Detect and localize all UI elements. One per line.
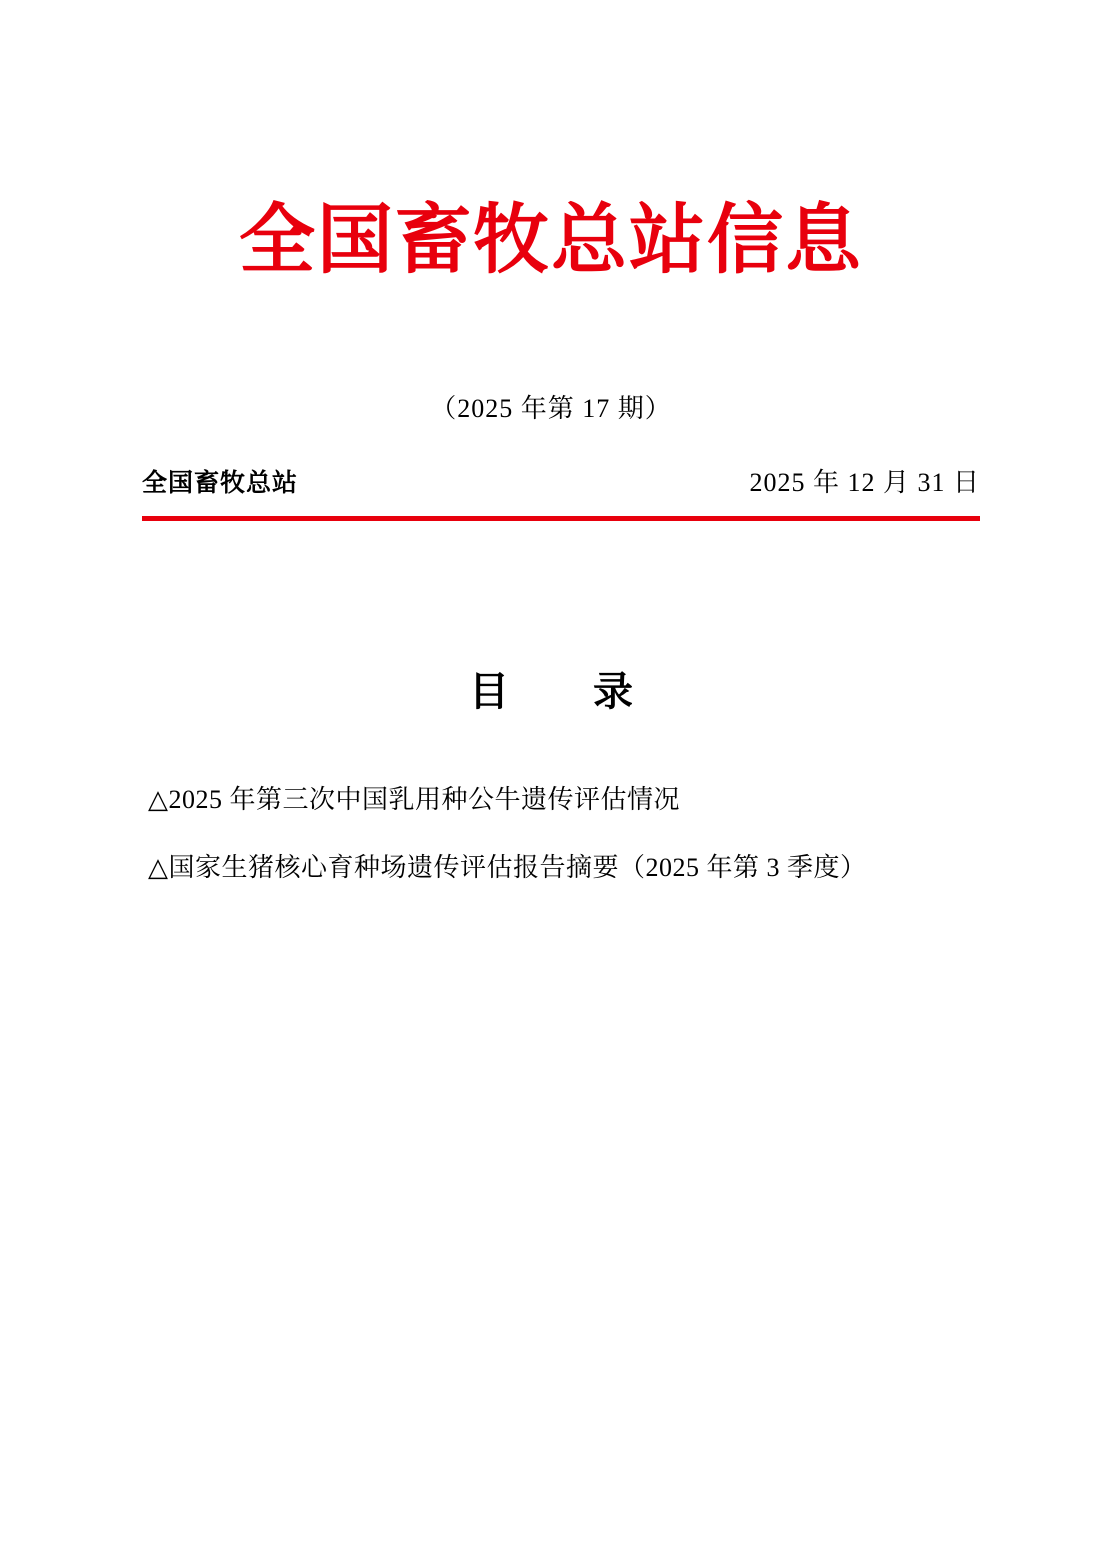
issue-date: 2025 年 12 月 31 日: [749, 468, 980, 497]
document-meta-row: [142, 462, 980, 499]
masthead-title: 全国畜牧总站信息: [239, 195, 863, 284]
red-divider-rule: [142, 516, 980, 521]
list-item[interactable]: △2025 年第三次中国乳用种公牛遗传评估情况: [148, 785, 680, 814]
issue-number: （2025 年第 17 期）: [430, 394, 672, 423]
table-of-contents-list: [148, 782, 978, 918]
table-of-contents-heading: 目 录: [469, 668, 655, 715]
list-item[interactable]: △国家生猪核心育种场遗传评估报告摘要（2025 年第 3 季度）: [148, 853, 867, 883]
issuing-organization: 全国畜牧总站: [142, 468, 299, 497]
